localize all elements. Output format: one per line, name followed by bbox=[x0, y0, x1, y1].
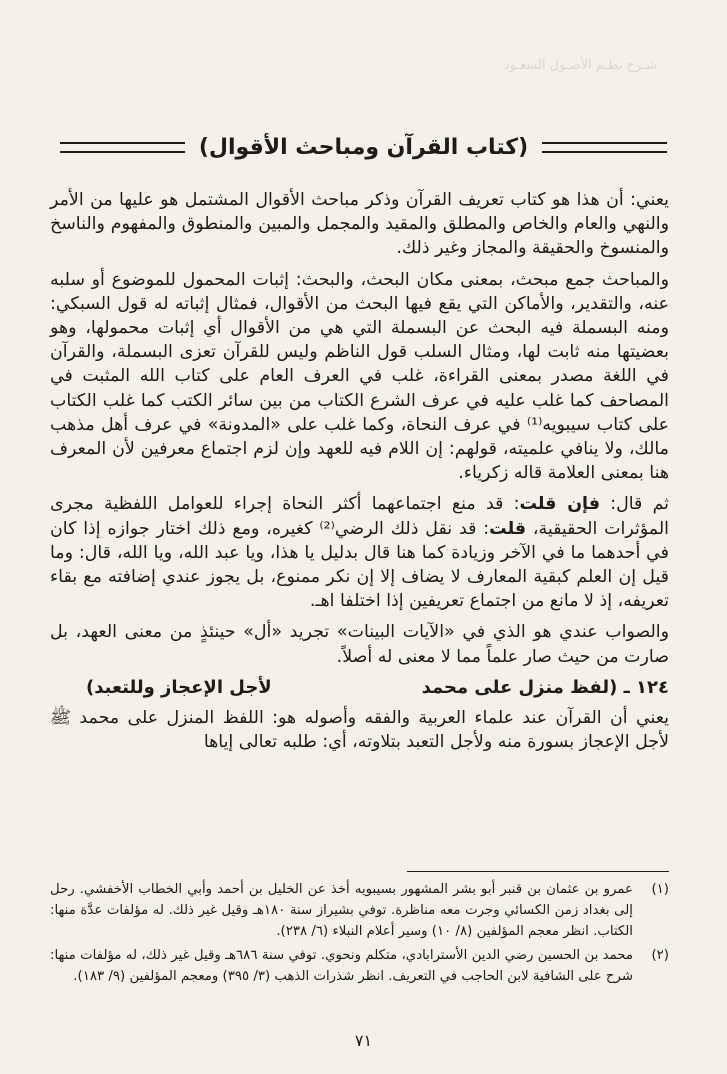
verse-line bbox=[50, 676, 669, 700]
main-text bbox=[50, 188, 669, 761]
paragraph-1: يعني: أن هذا هو كتاب تعريف القرآن وذكر مباحث الأقوال المشتمل هو عليها من الأمر والنهي والعام والخاص والمطلق والمقيد والمجمل والمبين والمنطوق والمفهوم والناسخ والمنسوخ والحقيقة والمجاز وغير ذلك. bbox=[50, 190, 669, 259]
footnote-number: (٢) bbox=[651, 948, 669, 963]
footnote-text: محمد بن الحسين رضي الدين الأسترابادي، متكلم ونحوي. توفي سنة ٦٨٦هـ وقيل غير ذلك، له مؤلفات منها: شرح على الشافية لابن الحاجب في التعريف. انظر شذرات الذهب (٣/ ٣٩٥) ومعجم المؤلفين (٩/ ١٨٣). bbox=[50, 948, 634, 984]
verse-hemistich-right: ١٢٤ ـ (لفظ منزل على محمد bbox=[421, 676, 669, 698]
footnote-divider bbox=[407, 871, 669, 872]
page-number: ٧١ bbox=[354, 1031, 373, 1050]
title-rule-left bbox=[60, 142, 185, 153]
paragraph-5: يعني أن القرآن عند علماء العربية والفقه وأصوله هو: اللفظ المنزل على محمد ﷺ لأجل الإعجاز بسورة منه ولأجل التعبد بتلاوته، أي: طلبه تعالى إياها bbox=[50, 708, 669, 753]
footnote-1 bbox=[50, 879, 669, 942]
footnote-number: (١) bbox=[651, 882, 669, 897]
bleed-through-header: شـرح نظـم الأصـول السعـود bbox=[503, 58, 657, 73]
verse-hemistich-left: لأجل الإعجاز وللتعبد) bbox=[86, 676, 272, 698]
question-label: فإن قلت bbox=[519, 494, 600, 515]
title-rule-right bbox=[542, 142, 667, 153]
footnote-text: عمرو بن عثمان بن قنبر أبو بشر المشهور بسيبويه أخذ عن الخليل بن أحمد وأبي الخطاب الأخفشي. رحل إلى بغداد زمن الكسائي وجرت معه مناظرة. توفي بشيراز سنة ١٨٠هـ وقيل غير ذلك. له مؤلفات عدَّة منها: الكتاب. انظر معجم المؤلفين (٨/ ١٠) وسير أعلام النبلاء (٦/ ٢٣٨). bbox=[50, 882, 633, 939]
section-title: (كتاب القرآن ومباحث الأقوال) bbox=[198, 134, 529, 160]
p3-question: : قد منع اجتماعهما أكثر النحاة إجراء للعوامل اللفظية مجرى المؤثرات الحقيقية، bbox=[50, 494, 669, 539]
p3-answer: : قد نقل ذلك الرضي⁽²⁾ كغيره، ومع ذلك اختار جوازه إذا كان في أحدهما ما في الآخر وزيادة كما هنا قال بدليل يا هذا، ويا عبد الله، ويا الله، قال: وما قيل إن العلم كبقية المعارف لا يضاف إلا إن نكر ممنوع، بل يجوز عندي إضافته مع بقاء تعريفه، إذ لا مانع من اجتماع تعريفين إذا اختلفا اهـ. bbox=[50, 518, 669, 612]
paragraph-3 bbox=[50, 492, 669, 613]
footnote-2 bbox=[50, 945, 669, 987]
paragraph-2: والمباحث جمع مبحث، بمعنى مكان البحث، والبحث: إثبات المحمول للموضوع أو سلبه عنه، والتقدير، والأماكن التي يقع فيها البحث من الأقوال، فمثال إثباته له قول السبكي: ومنه البسملة فيه البحث عن البسملة التي هي من الأقوال أي إثبات محمولها، وهو بعضيتها منه ثابت لها، ومثال السلب قول الناظم وليس للقرآن تعزى البسملة، والقرآن في اللغة مصدر بمعنى القراءة، غلب في العرف العام على كتاب الله المثبت في المصاحف كما غلب عليه في عرف الشرع الكتاب من بين سائر الكتب كما غلب الكتاب على كتاب سيبويه⁽¹⁾ في عرف النحاة، وكما غلب على «المدونة» في عرف أهل مذهب مالك، ولا ينافي علميته، قولهم: إن اللام فيه للعهد وإن لزم اجتماع معرفين لأن المعرف هنا بمعنى العلامة قاله زكرياء. bbox=[50, 269, 669, 484]
p3-intro: ثم قال: bbox=[599, 494, 669, 515]
footnotes bbox=[50, 879, 669, 990]
answer-label: قلت bbox=[489, 518, 527, 539]
section-title-row bbox=[60, 122, 667, 172]
paragraph-4: والصواب عندي هو الذي في «الآيات البينات» تجريد «أل» حينئذٍ من معنى العهد، بل صارت من حيث صار علماً مما لا معنى له أصلاً. bbox=[50, 622, 669, 667]
